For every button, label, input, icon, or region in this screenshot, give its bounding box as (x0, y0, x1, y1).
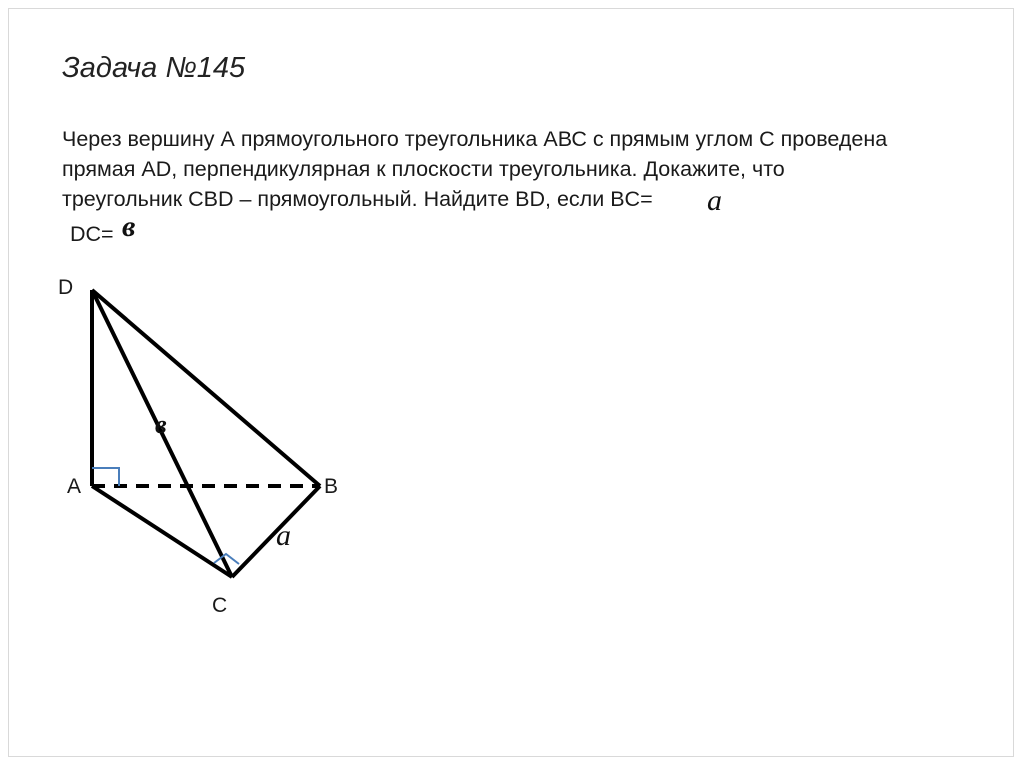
point-label-C: C (212, 594, 228, 617)
point-label-B: B (324, 475, 339, 498)
problem-line-1: Через вершину А прямоугольного треугольника АВС с прямым углом С проведена (62, 127, 888, 151)
point-label-A: A (67, 475, 82, 498)
right-angle-mark-A (92, 468, 119, 486)
problem-line-3: треугольник CBD – прямоугольный. Найдите BD, если BC= (62, 187, 653, 211)
given-dc-value: в (122, 210, 136, 243)
point-label-D: D (58, 276, 74, 299)
dc-label: DC= (70, 222, 114, 246)
given-bc-value: a (707, 184, 722, 217)
problem-title: Задача №145 (62, 52, 246, 84)
problem-line-2: прямая AD, перпендикулярная к плоскости треугольника. Докажите, что (62, 157, 785, 181)
edge-label-BC: a (276, 519, 291, 552)
edge-DB (92, 290, 320, 486)
edge-label-DC: в (155, 410, 167, 439)
